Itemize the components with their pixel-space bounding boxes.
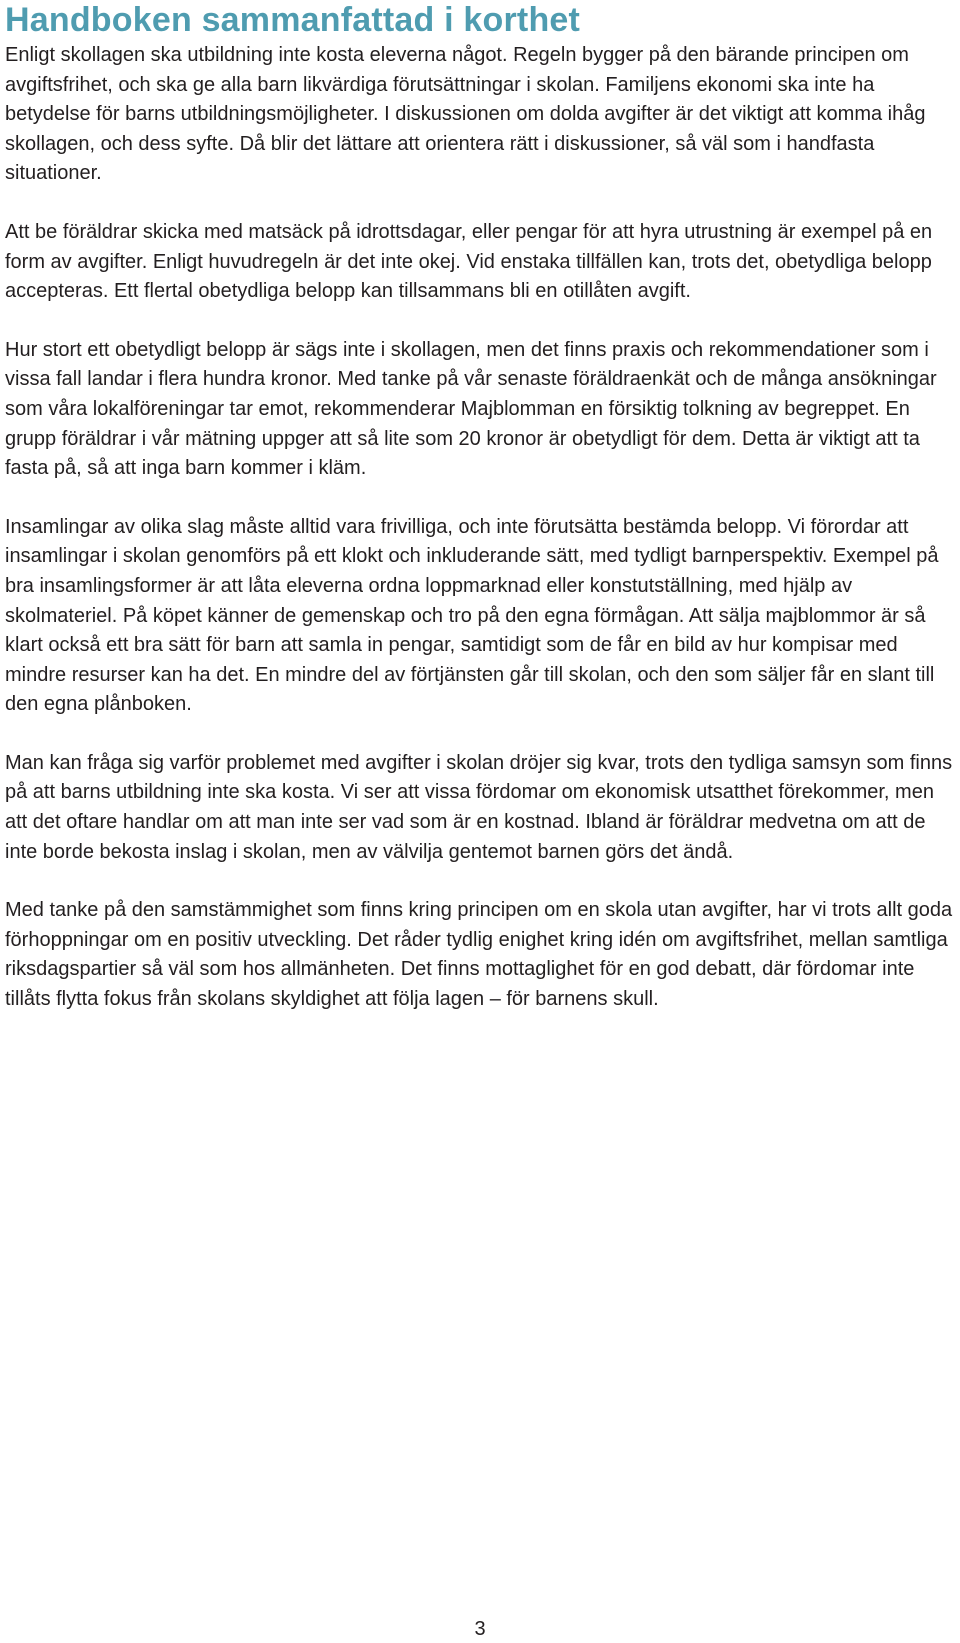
paragraph-intro: Enligt skollagen ska utbildning inte kosta eleverna något. Regeln bygger på den bärande principen om avgiftsfrihet, och ska ge alla barn likvärdiga förutsättningar i skolan. Familjens ekonomi ska inte ha betydelse för barns utbildningsmöjligheter. I diskussionen om dolda avgifter är det viktigt att komma ihåg skollagen, och dess syfte. Då blir det lättare att orientera rätt i diskussioner, så väl som i handfasta situationer. [5, 44, 926, 185]
page-title: Handboken sammanfattad i korthet [5, 1, 581, 39]
paragraph-insignificant-amount: Hur stort ett obetydligt belopp är sägs inte i skollagen, men det finns praxis och rekommendationer som i vissa fall landar i flera hundra kronor. Med tanke på vår senaste föräldraenkät och de många ansökningar som våra lokalföreningar tar emot, rekommenderar Majblomman en försiktig tolkning av begreppet. En grupp föräldrar i vår mätning uppger att så lite som 20 kronor är obetydligt för dem. Detta är viktigt att ta fasta på, så att inga barn kommer i kläm. [5, 338, 937, 480]
paragraph-why-problem-persists: Man kan fråga sig varför problemet med avgifter i skolan dröjer sig kvar, trots den tydliga samsyn som finns på att barns utbildning inte ska kosta. Vi ser att vissa fördomar om ekonomisk utsatthet förekommer, men att det oftare handlar om att man inte ser vad som är en kostnad. Ibland är föräldrar medvetna om att de inte borde bekosta inslag i skolan, men av välvilja gentemot barnen görs det ändå. [5, 751, 953, 863]
paragraph-fees-examples: Att be föräldrar skicka med matsäck på idrottsdagar, eller pengar för att hyra utrustning är exempel på en form av avgifter. Enligt huvudregeln är det inte okej. Vid enstaka tillfällen kan, trots det, obetydliga belopp accepteras. Ett flertal obetydliga belopp kan tillsammans bli en otillåten avgift. [5, 220, 933, 303]
paragraph-outlook: Med tanke på den samstämmighet som finns kring principen om en skola utan avgifter, har vi trots allt goda förhoppningar om en positiv utveckling. Det råder tydlig enighet kring idén om avgiftsfrihet, mellan samtliga riksdagspartier så väl som hos allmänheten. Det finns mottaglighet för en god debatt, där fördomar inte tillåts flytta fokus från skolans skyldighet att följa lagen – för barnens skull. [5, 899, 953, 1011]
document-page [5, 0, 955, 1015]
paragraph-collections: Insamlingar av olika slag måste alltid vara frivilliga, och inte förutsätta bestämda belopp. Vi förordar att insamlingar i skolan genomförs på ett klokt och inkluderande sätt, med tydligt barnperspektiv. Exempel på bra insamlingsformer är att låta eleverna ordna loppmarknad eller konstutställning, med hjälp av skolmateriel. På köpet känner de gemenskap och tro på den egna förmågan. Att sälja majblommor är så klart också ett bra sätt för barn att samla in pengar, samtidigt som de får en bild av hur kompisar med mindre resurser kan ha det. En mindre del av förtjänsten går till skolan, och den som säljer får en slant till den egna plånboken. [5, 515, 939, 716]
page-number: 3 [474, 1618, 486, 1640]
